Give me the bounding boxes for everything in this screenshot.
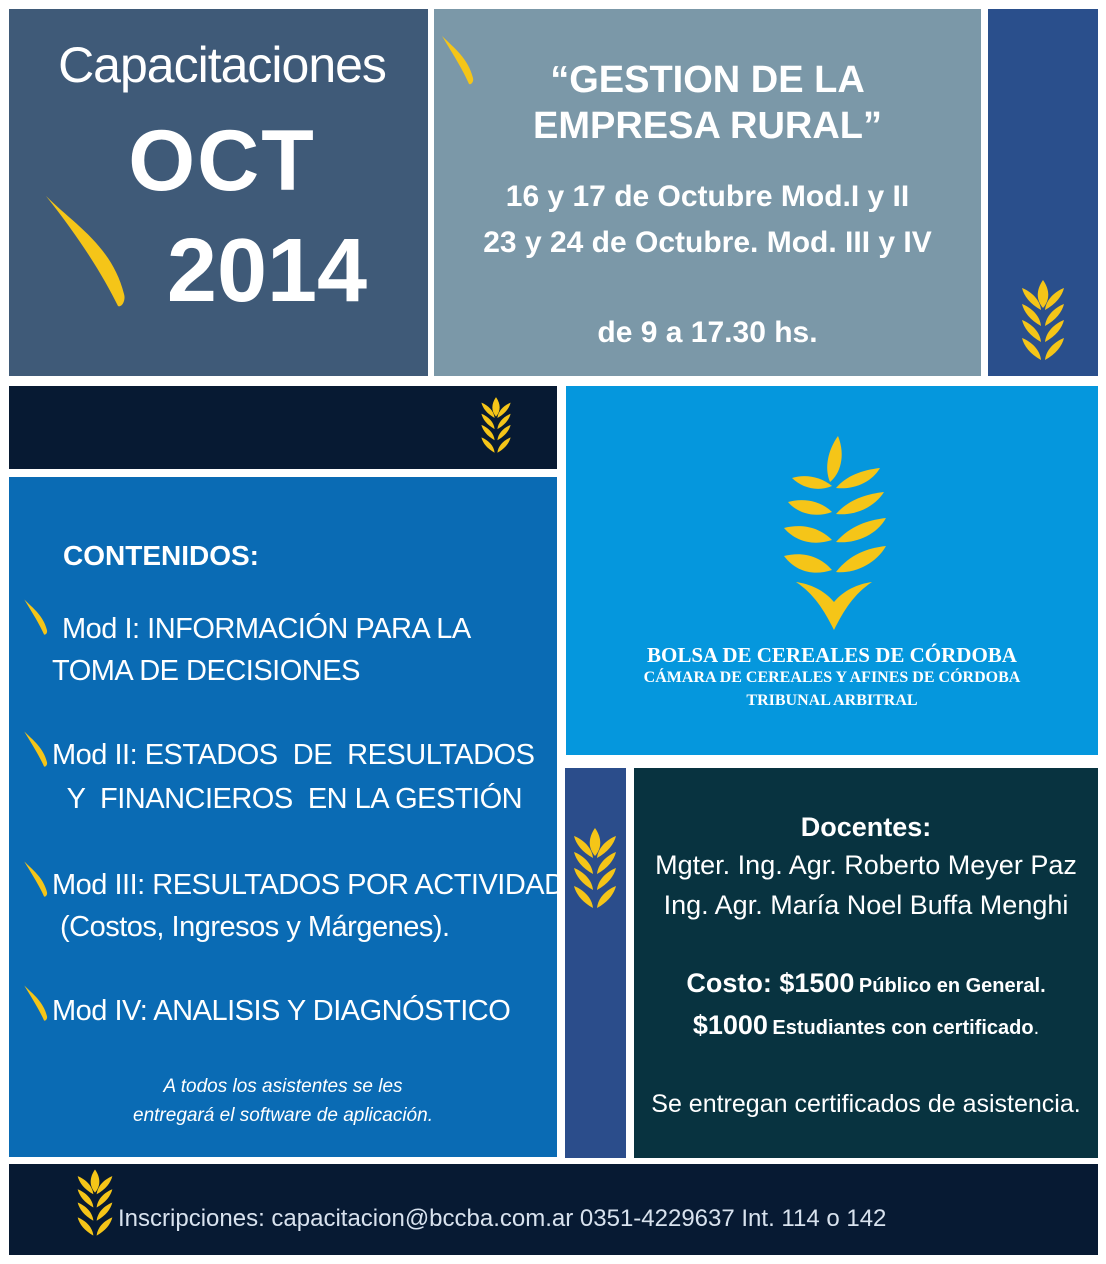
wheat-icon xyxy=(480,396,512,458)
logo-line3: TRIBUNAL ARBITRAL xyxy=(746,692,918,709)
course-title-line1: “GESTION DE LA xyxy=(550,59,865,101)
yellow-swoosh-icon xyxy=(22,860,50,898)
teacher-2: Ing. Agr. María Noel Buffa Menghi xyxy=(663,890,1069,920)
module-2-line1: Mod II: ESTADOS DE RESULTADOS xyxy=(52,739,535,771)
logo-line1: BOLSA DE CEREALES DE CÓRDOBA xyxy=(647,643,1017,667)
yellow-swoosh-icon xyxy=(22,598,50,636)
software-note-line2: entregará el software de aplicación. xyxy=(133,1104,433,1126)
cost-line-1 xyxy=(634,968,1098,999)
header-month: OCT xyxy=(128,113,316,209)
decorative-bar xyxy=(9,386,557,469)
cost-line-2 xyxy=(634,1010,1098,1041)
module-3-line1: Mod III: RESULTADOS POR ACTIVIDAD xyxy=(52,869,565,901)
wheat-icon xyxy=(76,1168,114,1242)
module-2-line2: Y FINANCIEROS EN LA GESTIÓN xyxy=(52,783,523,815)
header-word: Capacitaciones xyxy=(58,37,386,93)
logo-line2: CÁMARA DE CEREALES Y AFINES DE CÓRDOBA xyxy=(643,669,1021,686)
course-title xyxy=(434,58,981,149)
module-1-line2: TOMA DE DECISIONES xyxy=(52,655,360,687)
course-title-line2: EMPRESA RURAL” xyxy=(532,104,883,147)
wheat-icon xyxy=(572,828,618,914)
contents-title: CONTENIDOS: xyxy=(63,540,259,571)
software-note xyxy=(9,1073,557,1130)
module-3-line2: (Costos, Ingresos y Márgenes). xyxy=(60,911,450,943)
course-date2: 23 y 24 de Octubre. Mod. III y IV xyxy=(483,226,932,259)
yellow-swoosh-icon xyxy=(22,984,50,1022)
cost-2-suffix: . xyxy=(1033,1017,1040,1039)
module-4-line1: Mod IV: ANALISIS Y DIAGNÓSTICO xyxy=(52,995,511,1027)
cost-1-label: Costo: $1500 xyxy=(686,968,855,998)
wheat-icon xyxy=(1020,280,1066,366)
cost-2-desc: Estudiantes con certificado xyxy=(772,1017,1034,1039)
software-note-line1: A todos los asistentes se les xyxy=(163,1076,403,1097)
course-date1: 16 y 17 de Octubre Mod.I y II xyxy=(505,180,910,213)
certificates-text: Se entregan certificados de asistencia. xyxy=(651,1090,1081,1118)
course-hours: de 9 a 17.30 hs. xyxy=(597,316,818,349)
cost-2-label: $1000 xyxy=(692,1010,768,1040)
yellow-swoosh-icon xyxy=(44,194,128,310)
cost-1-desc: Público en General. xyxy=(858,975,1046,997)
module-1-line1: Mod I: INFORMACIÓN PARA LA xyxy=(62,613,471,645)
docentes-title: Docentes: xyxy=(800,812,932,842)
logo-wheat-icon xyxy=(780,434,888,630)
header-year: 2014 xyxy=(166,221,368,321)
registration-info: Inscripciones: capacitacion@bccba.com.ar 0351-4229637 Int. 114 o 142 xyxy=(118,1205,887,1232)
decorative-strip xyxy=(565,768,626,1158)
yellow-swoosh-icon xyxy=(22,730,50,768)
teacher-1: Mgter. Ing. Agr. Roberto Meyer Paz xyxy=(655,850,1077,880)
